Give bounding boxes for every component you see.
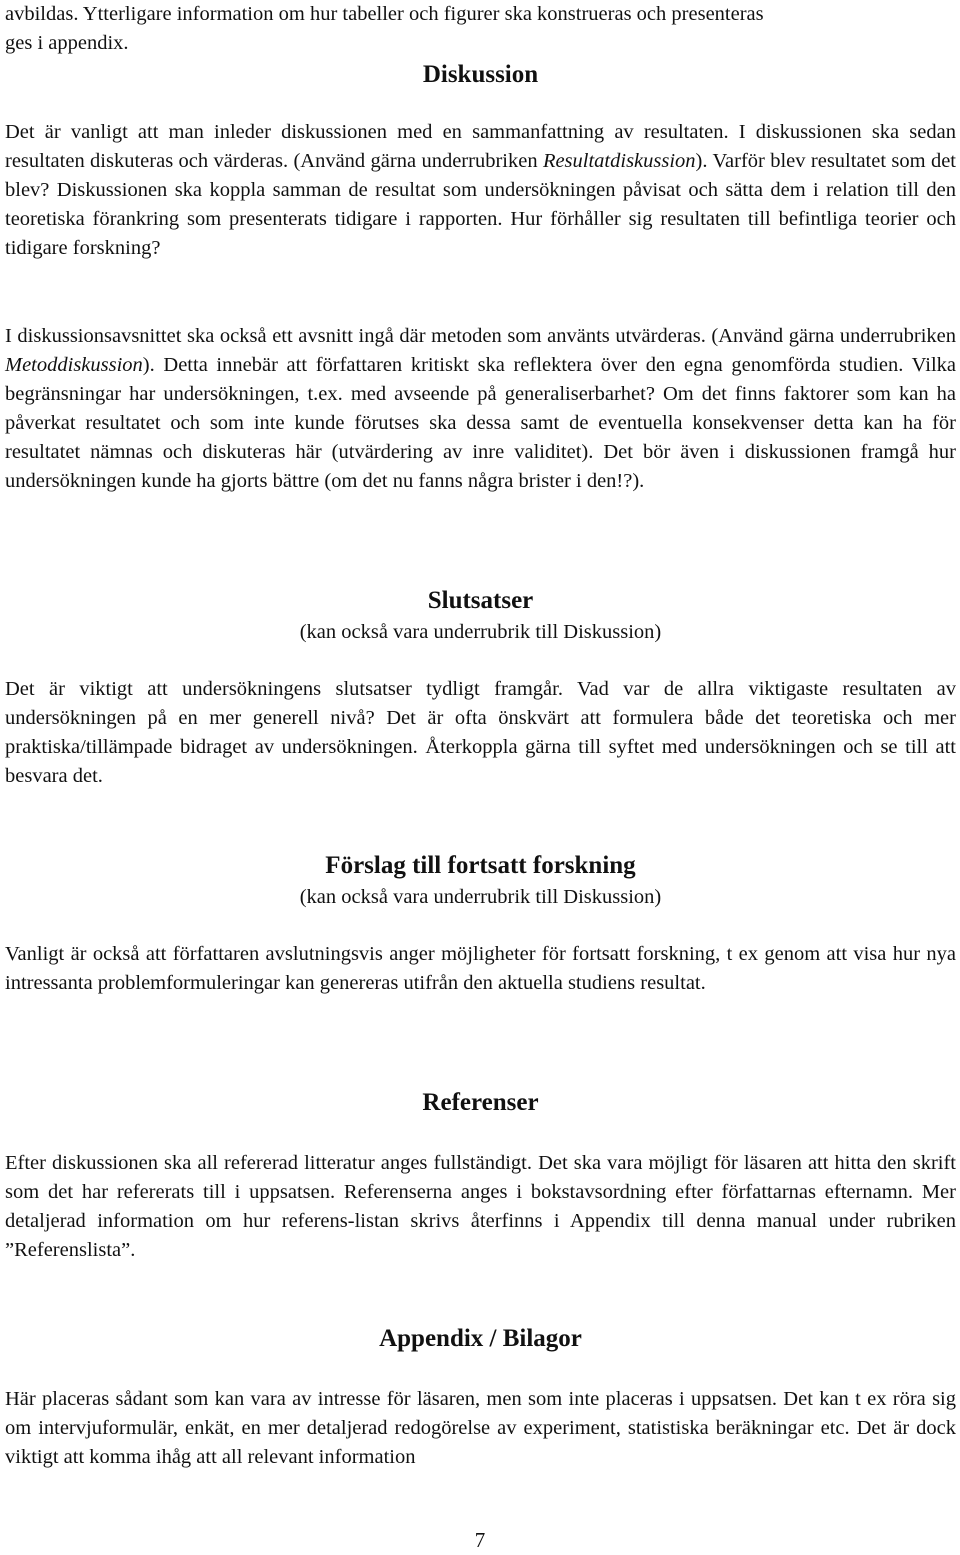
diskussion-p2-text-b: ). Detta innebär att författaren kritiskt ska reflektera över den egna genomförda studien. Vilka begränsningar har undersökningen, t.ex. med avseende på generaliserbarhet? Om det finns faktorer som kan ha påverkat resultatet och som inte kunde förutses ska dessa samt de eventuella konsekvenser detta kan ha för resultatet nämnas och diskuteras här (utvärdering av inre validitet). Det bör även i diskussionen framgå hur undersökningen kunde ha gjorts bättre (om det nu fanns några brister i den!?). <box>5 354 956 492</box>
intro-line-1: avbildas. Ytterligare information om hur tabeller och figurer ska konstrueras och presenteras <box>5 3 764 25</box>
page-number: 7 <box>474 1528 486 1552</box>
referenser-heading: Referenser <box>422 1089 539 1116</box>
appendix-heading: Appendix / Bilagor <box>379 1325 582 1352</box>
slutsatser-subheading: (kan också vara underrubrik till Diskussion) <box>299 621 662 643</box>
diskussion-paragraph-2 <box>5 322 956 496</box>
forslag-subheading: (kan också vara underrubrik till Diskussion) <box>299 886 662 908</box>
diskussion-p1-text-b: ). Varför blev resultatet som det blev? Diskussionen ska koppla samman de resultat som undersökningen påvisat och sätta dem i relation till den teoretiska förankring som presenterats tidigare i rapporten. Hur förhåller sig resultaten till befintliga teorier och tidigare forskning? <box>5 150 956 259</box>
diskussion-p1-text-a: Det är vanligt att man inleder diskussionen med en sammanfattning av resultaten. I diskussionen ska sedan resultaten diskuteras och värderas. (Använd gärna underrubriken <box>5 121 956 172</box>
diskussion-p2-emphasis: Metoddiskussion <box>5 354 143 376</box>
diskussion-p1-emphasis: Resultatdiskussion <box>542 150 696 172</box>
diskussion-paragraph-1 <box>5 118 956 263</box>
diskussion-p2-text-a: I diskussionsavsnittet ska också ett avsnitt ingå där metoden som använts utvärderas. (Använd gärna underrubriken <box>5 325 956 347</box>
intro-line-2: ges i appendix. <box>5 32 129 54</box>
forslag-heading: Förslag till fortsatt forskning <box>325 852 636 879</box>
intro-paragraph <box>5 0 956 58</box>
forslag-paragraph: Vanligt är också att författaren avslutningsvis anger möjligheter för fortsatt forskning, t ex genom att visa hur nya intressanta problemformuleringar kan genereras utifrån den aktuella studiens resultat. <box>5 943 956 994</box>
appendix-paragraph: Här placeras sådant som kan vara av intresse för läsaren, men som inte placeras i uppsatsen. Det kan t ex röra sig om intervjuformulär, enkät, en mer detaljerad redogörelse av experiment, statistiska beräkningar etc. Det är dock viktigt att komma ihåg att all relevant information <box>5 1388 956 1468</box>
referenser-paragraph: Efter diskussionen ska all refererad litteratur anges fullständigt. Det ska vara möjligt för läsaren att hitta den skrift som det har refererats till i uppsatsen. Referenserna anges i bokstavsordning efter författarnas efternamn. Mer detaljerad information om hur referens-listan skrivs återfinns i Appendix till denna manual under rubriken ”Referenslista”. <box>5 1152 956 1261</box>
slutsatser-paragraph: Det är viktigt att undersökningens slutsatser tydligt framgår. Vad var de allra viktigaste resultaten av undersökningen på en mer generell nivå? Det är ofta önskvärt att formulera både det teoretiska och mer praktiska/tillämpade bidraget av undersökningen. Återkoppla gärna till syftet med undersökningen och se till att besvara det. <box>5 678 956 787</box>
diskussion-heading: Diskussion <box>422 61 539 88</box>
slutsatser-heading: Slutsatser <box>427 587 534 614</box>
